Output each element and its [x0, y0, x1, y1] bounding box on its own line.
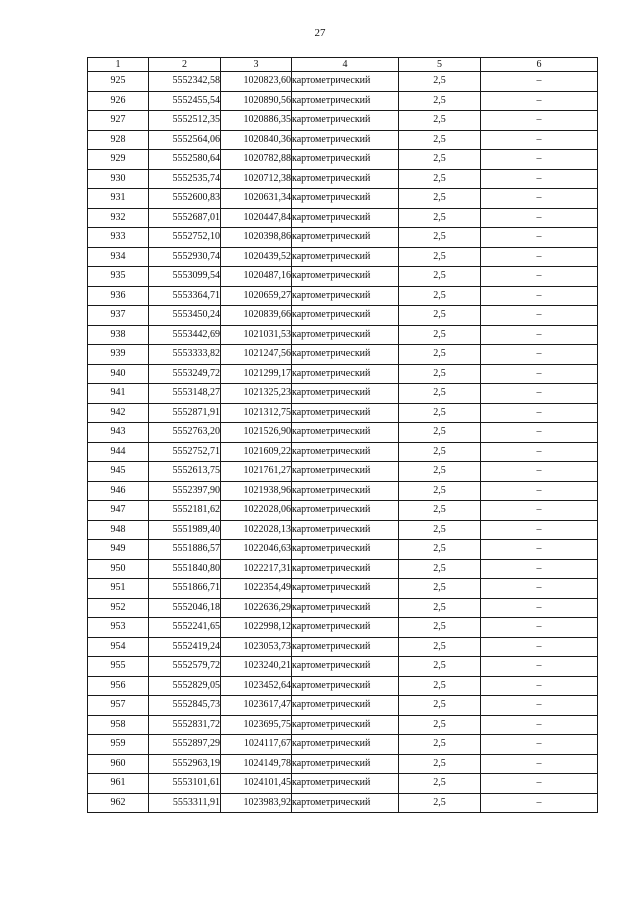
note-cell: – [481, 325, 598, 345]
accuracy-cell: 2,5 [399, 345, 481, 365]
x-coordinate-cell: 5552963,19 [149, 754, 221, 774]
method-cell: картометрический [292, 598, 399, 618]
method-cell: картометрический [292, 384, 399, 404]
accuracy-cell: 2,5 [399, 442, 481, 462]
x-coordinate-cell: 5552579,72 [149, 657, 221, 677]
accuracy-cell: 2,5 [399, 657, 481, 677]
accuracy-cell: 2,5 [399, 559, 481, 579]
table-row [88, 676, 598, 696]
column-header: 1 [88, 58, 149, 72]
y-coordinate-cell: 1022998,12 [221, 618, 292, 638]
point-number-cell: 925 [88, 72, 149, 92]
table-row [88, 91, 598, 111]
point-number-cell: 954 [88, 637, 149, 657]
accuracy-cell: 2,5 [399, 774, 481, 794]
accuracy-cell: 2,5 [399, 189, 481, 209]
note-cell: – [481, 306, 598, 326]
table-row [88, 228, 598, 248]
note-cell: – [481, 520, 598, 540]
x-coordinate-cell: 5553333,82 [149, 345, 221, 365]
note-cell: – [481, 364, 598, 384]
method-cell: картометрический [292, 169, 399, 189]
method-cell: картометрический [292, 345, 399, 365]
method-cell: картометрический [292, 676, 399, 696]
table-row [88, 325, 598, 345]
method-cell: картометрический [292, 715, 399, 735]
accuracy-cell: 2,5 [399, 228, 481, 248]
note-cell: – [481, 169, 598, 189]
x-coordinate-cell: 5552829,05 [149, 676, 221, 696]
x-coordinate-cell: 5553099,54 [149, 267, 221, 287]
accuracy-cell: 2,5 [399, 325, 481, 345]
accuracy-cell: 2,5 [399, 793, 481, 813]
point-number-cell: 962 [88, 793, 149, 813]
point-number-cell: 928 [88, 130, 149, 150]
x-coordinate-cell: 5553101,61 [149, 774, 221, 794]
x-coordinate-cell: 5553311,91 [149, 793, 221, 813]
y-coordinate-cell: 1020659,27 [221, 286, 292, 306]
table-row [88, 247, 598, 267]
point-number-cell: 937 [88, 306, 149, 326]
note-cell: – [481, 208, 598, 228]
y-coordinate-cell: 1020439,52 [221, 247, 292, 267]
method-cell: картометрический [292, 618, 399, 638]
table-row [88, 520, 598, 540]
point-number-cell: 932 [88, 208, 149, 228]
accuracy-cell: 2,5 [399, 520, 481, 540]
x-coordinate-cell: 5552613,75 [149, 462, 221, 482]
point-number-cell: 944 [88, 442, 149, 462]
table-row [88, 442, 598, 462]
method-cell: картометрический [292, 228, 399, 248]
table-row [88, 111, 598, 131]
method-cell: картометрический [292, 403, 399, 423]
accuracy-cell: 2,5 [399, 715, 481, 735]
method-cell: картометрический [292, 559, 399, 579]
table-row [88, 696, 598, 716]
page-number: 27 [314, 27, 326, 39]
y-coordinate-cell: 1021247,56 [221, 345, 292, 365]
note-cell: – [481, 657, 598, 677]
column-header: 4 [292, 58, 399, 72]
point-number-cell: 931 [88, 189, 149, 209]
note-cell: – [481, 247, 598, 267]
accuracy-cell: 2,5 [399, 267, 481, 287]
table-row [88, 540, 598, 560]
x-coordinate-cell: 5551886,57 [149, 540, 221, 560]
table-row [88, 72, 598, 92]
note-cell: – [481, 774, 598, 794]
x-coordinate-cell: 5552046,18 [149, 598, 221, 618]
y-coordinate-cell: 1024149,78 [221, 754, 292, 774]
note-cell: – [481, 345, 598, 365]
method-cell: картометрический [292, 481, 399, 501]
point-number-cell: 927 [88, 111, 149, 131]
note-cell: – [481, 579, 598, 599]
x-coordinate-cell: 5551866,71 [149, 579, 221, 599]
method-cell: картометрический [292, 208, 399, 228]
table-row [88, 130, 598, 150]
note-cell: – [481, 618, 598, 638]
y-coordinate-cell: 1021526,90 [221, 423, 292, 443]
y-coordinate-cell: 1022028,06 [221, 501, 292, 521]
x-coordinate-cell: 5552752,10 [149, 228, 221, 248]
column-header: 2 [149, 58, 221, 72]
point-number-cell: 942 [88, 403, 149, 423]
table-row [88, 384, 598, 404]
y-coordinate-cell: 1021031,53 [221, 325, 292, 345]
point-number-cell: 961 [88, 774, 149, 794]
table-row [88, 559, 598, 579]
method-cell: картометрический [292, 793, 399, 813]
note-cell: – [481, 715, 598, 735]
method-cell: картометрический [292, 637, 399, 657]
column-header: 5 [399, 58, 481, 72]
y-coordinate-cell: 1020631,34 [221, 189, 292, 209]
table-row [88, 364, 598, 384]
y-coordinate-cell: 1020398,86 [221, 228, 292, 248]
x-coordinate-cell: 5552687,01 [149, 208, 221, 228]
note-cell: – [481, 637, 598, 657]
x-coordinate-cell: 5552871,91 [149, 403, 221, 423]
x-coordinate-cell: 5552419,24 [149, 637, 221, 657]
x-coordinate-cell: 5553249,72 [149, 364, 221, 384]
y-coordinate-cell: 1023240,21 [221, 657, 292, 677]
point-number-cell: 957 [88, 696, 149, 716]
method-cell: картометрический [292, 423, 399, 443]
method-cell: картометрический [292, 540, 399, 560]
x-coordinate-cell: 5552342,58 [149, 72, 221, 92]
accuracy-cell: 2,5 [399, 676, 481, 696]
accuracy-cell: 2,5 [399, 598, 481, 618]
y-coordinate-cell: 1021312,75 [221, 403, 292, 423]
method-cell: картометрический [292, 306, 399, 326]
note-cell: – [481, 462, 598, 482]
point-number-cell: 951 [88, 579, 149, 599]
x-coordinate-cell: 5551989,40 [149, 520, 221, 540]
point-number-cell: 926 [88, 91, 149, 111]
point-number-cell: 945 [88, 462, 149, 482]
note-cell: – [481, 754, 598, 774]
accuracy-cell: 2,5 [399, 462, 481, 482]
y-coordinate-cell: 1020823,60 [221, 72, 292, 92]
accuracy-cell: 2,5 [399, 735, 481, 755]
note-cell: – [481, 559, 598, 579]
y-coordinate-cell: 1020839,66 [221, 306, 292, 326]
method-cell: картометрический [292, 735, 399, 755]
x-coordinate-cell: 5552845,73 [149, 696, 221, 716]
table-row [88, 774, 598, 794]
table-row [88, 208, 598, 228]
note-cell: – [481, 423, 598, 443]
point-number-cell: 955 [88, 657, 149, 677]
point-number-cell: 941 [88, 384, 149, 404]
y-coordinate-cell: 1022046,63 [221, 540, 292, 560]
point-number-cell: 949 [88, 540, 149, 560]
method-cell: картометрический [292, 754, 399, 774]
note-cell: – [481, 384, 598, 404]
x-coordinate-cell: 5552752,71 [149, 442, 221, 462]
y-coordinate-cell: 1020712,38 [221, 169, 292, 189]
accuracy-cell: 2,5 [399, 403, 481, 423]
x-coordinate-cell: 5553364,71 [149, 286, 221, 306]
y-coordinate-cell: 1022636,29 [221, 598, 292, 618]
y-coordinate-cell: 1022354,49 [221, 579, 292, 599]
accuracy-cell: 2,5 [399, 130, 481, 150]
point-number-cell: 934 [88, 247, 149, 267]
point-number-cell: 952 [88, 598, 149, 618]
table-body [88, 72, 598, 813]
accuracy-cell: 2,5 [399, 247, 481, 267]
note-cell: – [481, 286, 598, 306]
x-coordinate-cell: 5551840,80 [149, 559, 221, 579]
table-row [88, 657, 598, 677]
note-cell: – [481, 540, 598, 560]
note-cell: – [481, 228, 598, 248]
accuracy-cell: 2,5 [399, 754, 481, 774]
x-coordinate-cell: 5552580,64 [149, 150, 221, 170]
accuracy-cell: 2,5 [399, 364, 481, 384]
point-number-cell: 940 [88, 364, 149, 384]
accuracy-cell: 2,5 [399, 111, 481, 131]
method-cell: картометрический [292, 189, 399, 209]
table-row [88, 423, 598, 443]
note-cell: – [481, 598, 598, 618]
table-row [88, 267, 598, 287]
point-number-cell: 938 [88, 325, 149, 345]
point-number-cell: 956 [88, 676, 149, 696]
note-cell: – [481, 676, 598, 696]
table-row [88, 715, 598, 735]
x-coordinate-cell: 5552535,74 [149, 169, 221, 189]
y-coordinate-cell: 1024101,45 [221, 774, 292, 794]
note-cell: – [481, 442, 598, 462]
method-cell: картометрический [292, 286, 399, 306]
y-coordinate-cell: 1021609,22 [221, 442, 292, 462]
point-number-cell: 950 [88, 559, 149, 579]
note-cell: – [481, 189, 598, 209]
table-row [88, 637, 598, 657]
method-cell: картометрический [292, 91, 399, 111]
note-cell: – [481, 501, 598, 521]
note-cell: – [481, 481, 598, 501]
y-coordinate-cell: 1020886,35 [221, 111, 292, 131]
accuracy-cell: 2,5 [399, 208, 481, 228]
point-number-cell: 947 [88, 501, 149, 521]
accuracy-cell: 2,5 [399, 501, 481, 521]
method-cell: картометрический [292, 130, 399, 150]
table-row [88, 306, 598, 326]
y-coordinate-cell: 1020782,88 [221, 150, 292, 170]
note-cell: – [481, 793, 598, 813]
x-coordinate-cell: 5552564,06 [149, 130, 221, 150]
note-cell: – [481, 735, 598, 755]
table-row [88, 598, 598, 618]
table-row [88, 345, 598, 365]
accuracy-cell: 2,5 [399, 423, 481, 443]
method-cell: картометрический [292, 657, 399, 677]
table-row [88, 169, 598, 189]
accuracy-cell: 2,5 [399, 150, 481, 170]
table-row [88, 501, 598, 521]
x-coordinate-cell: 5552397,90 [149, 481, 221, 501]
method-cell: картометрический [292, 462, 399, 482]
note-cell: – [481, 267, 598, 287]
point-number-cell: 933 [88, 228, 149, 248]
accuracy-cell: 2,5 [399, 384, 481, 404]
method-cell: картометрический [292, 774, 399, 794]
method-cell: картометрический [292, 364, 399, 384]
point-number-cell: 948 [88, 520, 149, 540]
note-cell: – [481, 150, 598, 170]
accuracy-cell: 2,5 [399, 579, 481, 599]
table-header-row [88, 58, 598, 72]
y-coordinate-cell: 1023983,92 [221, 793, 292, 813]
x-coordinate-cell: 5552455,54 [149, 91, 221, 111]
method-cell: картометрический [292, 520, 399, 540]
accuracy-cell: 2,5 [399, 540, 481, 560]
y-coordinate-cell: 1022217,31 [221, 559, 292, 579]
method-cell: картометрический [292, 579, 399, 599]
method-cell: картометрический [292, 111, 399, 131]
accuracy-cell: 2,5 [399, 306, 481, 326]
table-row [88, 754, 598, 774]
point-number-cell: 929 [88, 150, 149, 170]
note-cell: – [481, 72, 598, 92]
method-cell: картометрический [292, 696, 399, 716]
accuracy-cell: 2,5 [399, 169, 481, 189]
note-cell: – [481, 111, 598, 131]
accuracy-cell: 2,5 [399, 286, 481, 306]
y-coordinate-cell: 1020840,36 [221, 130, 292, 150]
accuracy-cell: 2,5 [399, 637, 481, 657]
y-coordinate-cell: 1024117,67 [221, 735, 292, 755]
note-cell: – [481, 91, 598, 111]
x-coordinate-cell: 5552512,35 [149, 111, 221, 131]
point-number-cell: 959 [88, 735, 149, 755]
column-header: 6 [481, 58, 598, 72]
method-cell: картометрический [292, 150, 399, 170]
accuracy-cell: 2,5 [399, 481, 481, 501]
point-number-cell: 946 [88, 481, 149, 501]
y-coordinate-cell: 1021761,27 [221, 462, 292, 482]
y-coordinate-cell: 1023617,47 [221, 696, 292, 716]
point-number-cell: 953 [88, 618, 149, 638]
accuracy-cell: 2,5 [399, 72, 481, 92]
table-row [88, 286, 598, 306]
coordinates-table [87, 57, 598, 813]
table-row [88, 735, 598, 755]
table-row [88, 150, 598, 170]
x-coordinate-cell: 5552241,65 [149, 618, 221, 638]
y-coordinate-cell: 1022028,13 [221, 520, 292, 540]
x-coordinate-cell: 5552831,72 [149, 715, 221, 735]
method-cell: картометрический [292, 72, 399, 92]
column-header: 3 [221, 58, 292, 72]
accuracy-cell: 2,5 [399, 696, 481, 716]
y-coordinate-cell: 1023695,75 [221, 715, 292, 735]
x-coordinate-cell: 5552763,20 [149, 423, 221, 443]
y-coordinate-cell: 1021938,96 [221, 481, 292, 501]
x-coordinate-cell: 5553450,24 [149, 306, 221, 326]
x-coordinate-cell: 5552600,83 [149, 189, 221, 209]
table-row [88, 618, 598, 638]
x-coordinate-cell: 5553148,27 [149, 384, 221, 404]
point-number-cell: 935 [88, 267, 149, 287]
point-number-cell: 958 [88, 715, 149, 735]
x-coordinate-cell: 5552930,74 [149, 247, 221, 267]
note-cell: – [481, 696, 598, 716]
y-coordinate-cell: 1021325,23 [221, 384, 292, 404]
y-coordinate-cell: 1020890,56 [221, 91, 292, 111]
note-cell: – [481, 130, 598, 150]
method-cell: картометрический [292, 501, 399, 521]
table-row [88, 579, 598, 599]
accuracy-cell: 2,5 [399, 618, 481, 638]
table-row [88, 793, 598, 813]
table-row [88, 403, 598, 423]
table-row [88, 462, 598, 482]
table-row [88, 189, 598, 209]
y-coordinate-cell: 1020487,16 [221, 267, 292, 287]
y-coordinate-cell: 1021299,17 [221, 364, 292, 384]
x-coordinate-cell: 5553442,69 [149, 325, 221, 345]
point-number-cell: 936 [88, 286, 149, 306]
point-number-cell: 960 [88, 754, 149, 774]
method-cell: картометрический [292, 247, 399, 267]
y-coordinate-cell: 1020447,84 [221, 208, 292, 228]
point-number-cell: 943 [88, 423, 149, 443]
x-coordinate-cell: 5552181,62 [149, 501, 221, 521]
accuracy-cell: 2,5 [399, 91, 481, 111]
point-number-cell: 930 [88, 169, 149, 189]
note-cell: – [481, 403, 598, 423]
method-cell: картометрический [292, 442, 399, 462]
table-row [88, 481, 598, 501]
x-coordinate-cell: 5552897,29 [149, 735, 221, 755]
method-cell: картометрический [292, 325, 399, 345]
y-coordinate-cell: 1023452,64 [221, 676, 292, 696]
method-cell: картометрический [292, 267, 399, 287]
y-coordinate-cell: 1023053,73 [221, 637, 292, 657]
point-number-cell: 939 [88, 345, 149, 365]
